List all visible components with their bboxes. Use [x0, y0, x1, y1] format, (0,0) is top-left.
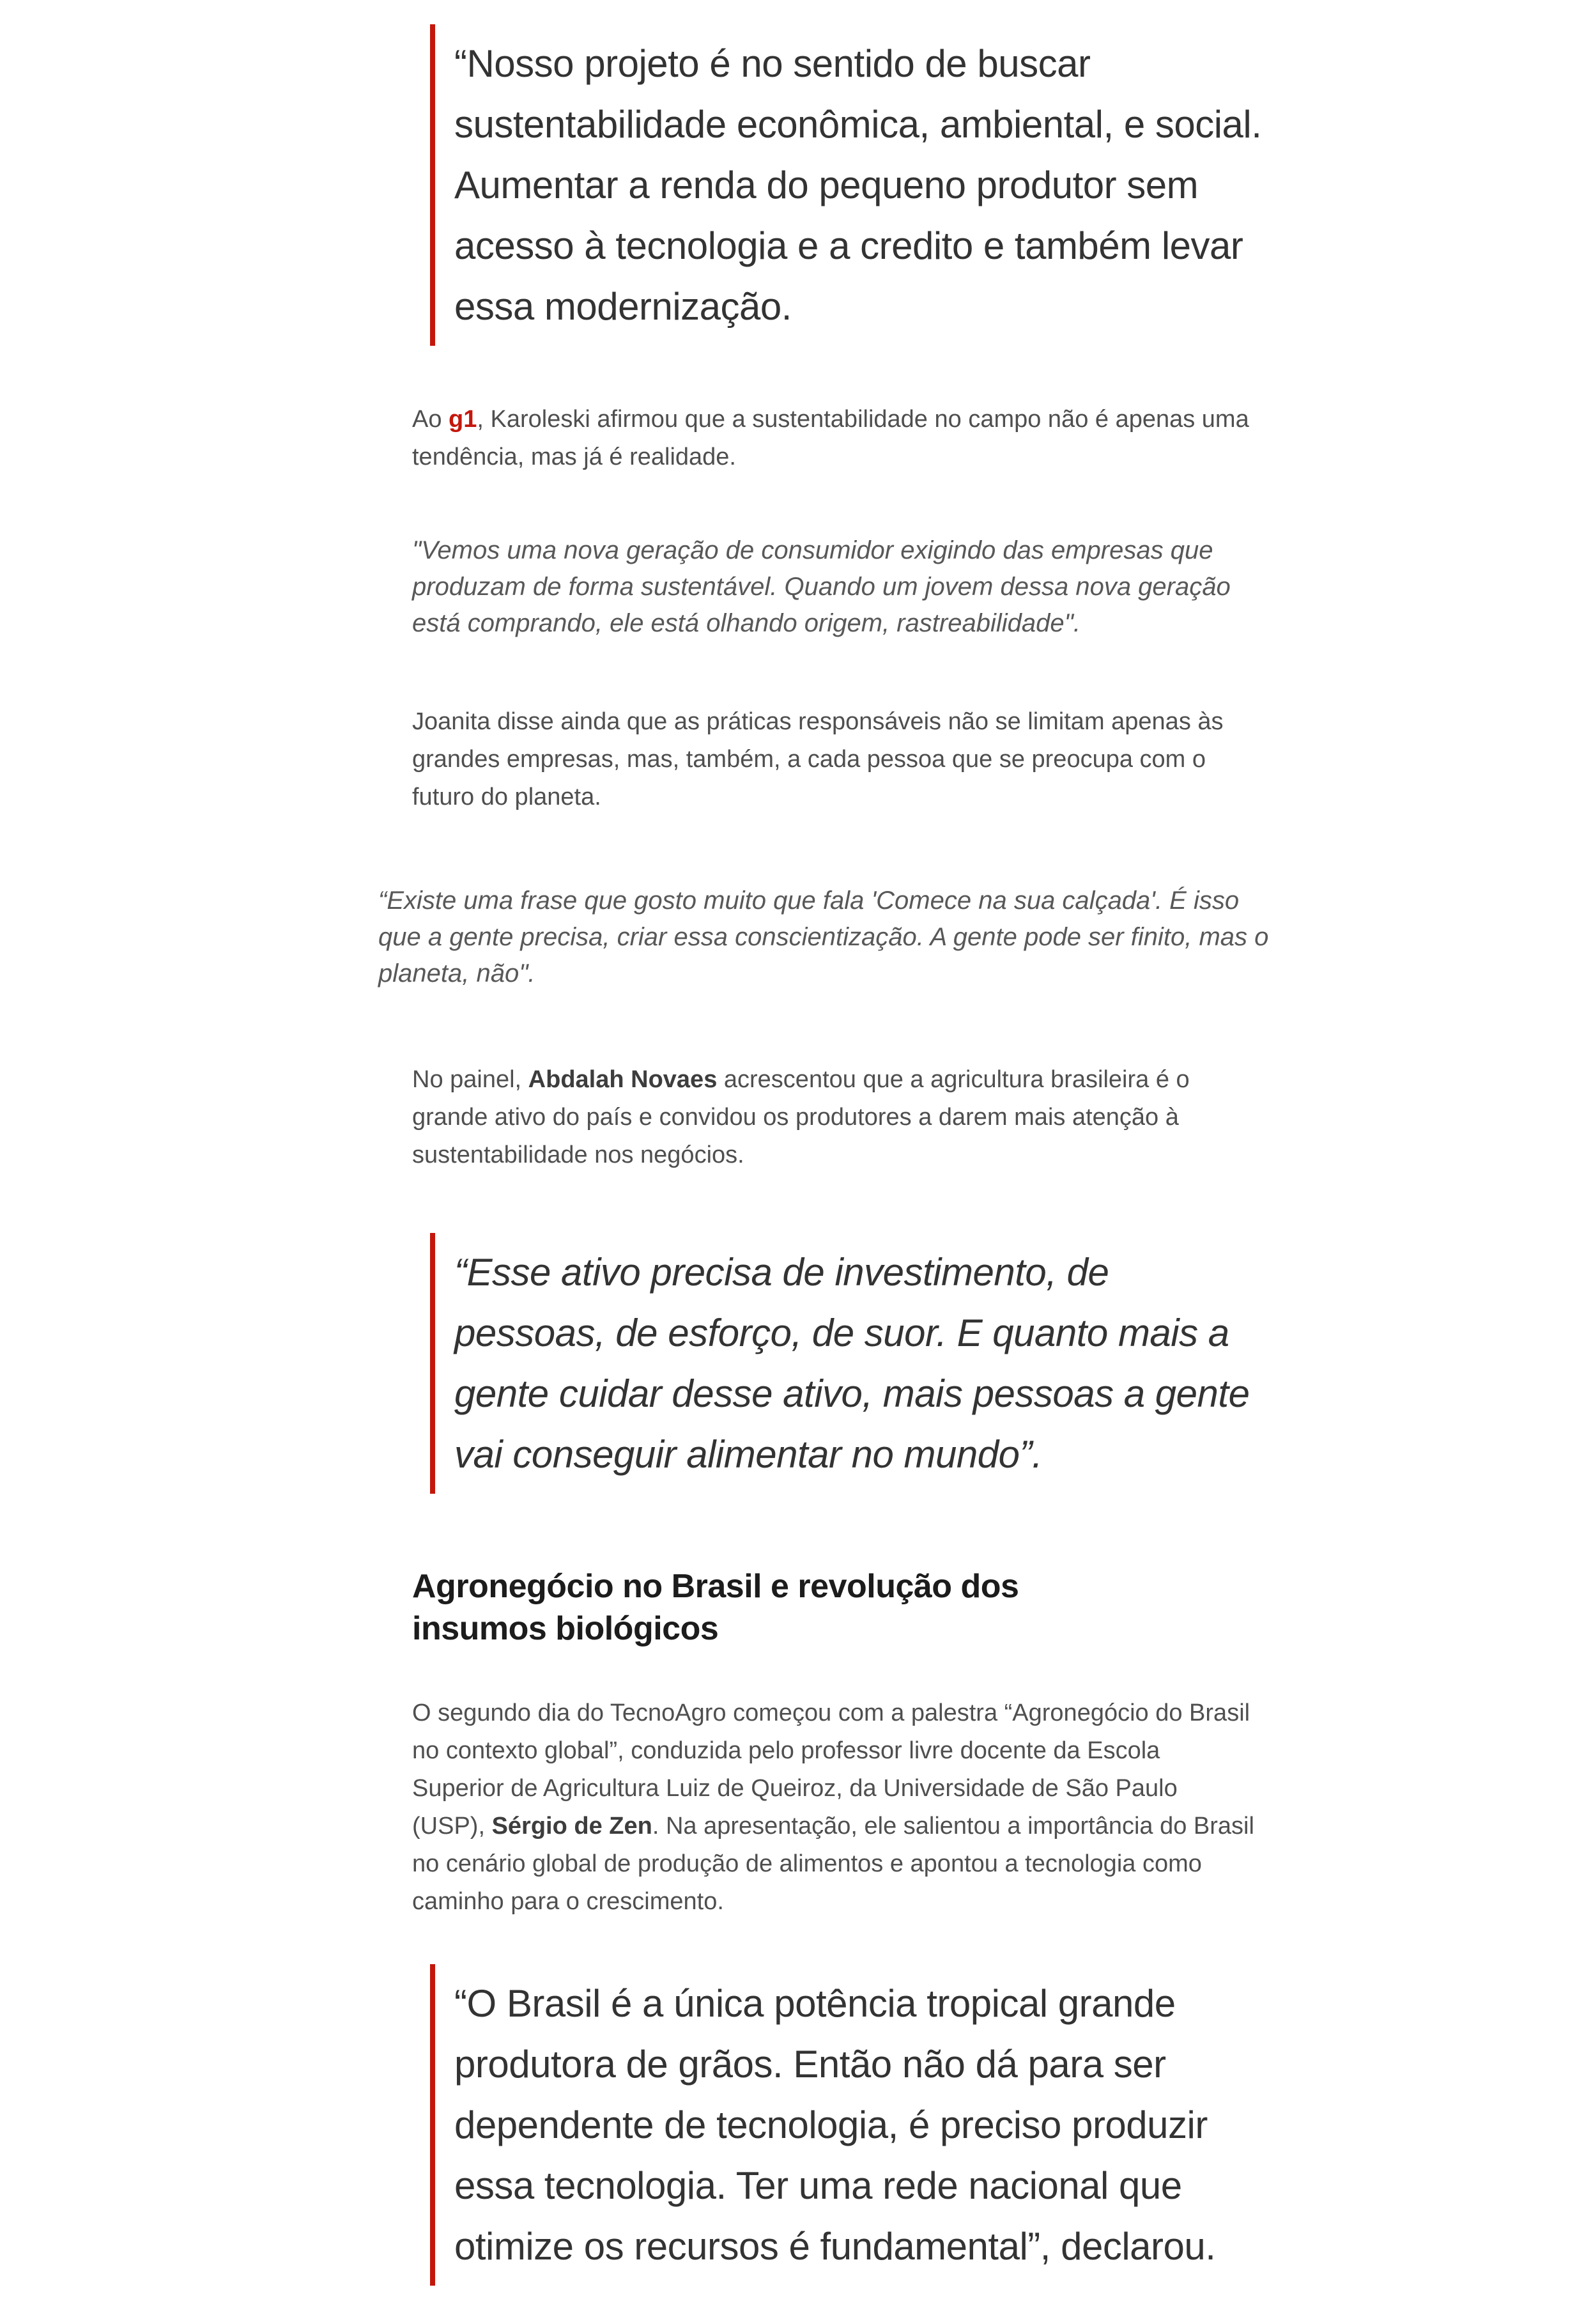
- inline-quote-vemos: "Vemos uma nova geração de consumidor exigindo das empresas que produzam de forma sustentável. Quando um jovem dessa nova geração está comprando, ele está olhando origem, rastreabilidade".: [412, 536, 1231, 637]
- paragraph-segundo-dia-prefix: O segundo dia do TecnoAgro começou com a palestra “Agronegócio do Brasil no contexto global”, conduzida pelo professor livre docente da Escola Superior de Agricultura Luiz de Queiroz, da Universidade de São Paulo (USP),: [412, 1700, 1250, 1840]
- inline-quote-existe: “Existe uma frase que gosto muito que fala 'Comece na sua calçada'. É isso que a gente precisa, criar essa conscientização. A gente pode ser finito, mas o planeta, não".: [378, 887, 1269, 988]
- section-heading-agronegocio: Agronegócio no Brasil e revolução dos insumos biológicos: [412, 1568, 1019, 1647]
- g1-link[interactable]: g1: [449, 406, 477, 433]
- pullquote-o-brasil: “O Brasil é a única potência tropical grande produtora de grãos. Então não dá para ser dependente de tecnologia, é preciso produzir essa tecnologia. Ter uma rede nacional que otimize os recursos é fundamental”, declarou.: [430, 1964, 1268, 2286]
- paragraph-ao-g1-prefix: Ao: [412, 406, 449, 433]
- paragraph-no-painel-suffix: acrescentou que a agricultura brasileira é o grande ativo do país e convidou os produtores a darem mais atenção à sustentabilidade nos negócios.: [412, 1066, 1190, 1168]
- paragraph-joanita: Joanita disse ainda que as práticas responsáveis não se limitam apenas às grandes empresas, mas, também, a cada pessoa que se preocupa com o futuro do planeta.: [412, 708, 1224, 810]
- paragraph-ao-g1-suffix: , Karoleski afirmou que a sustentabilidade no campo não é apenas uma tendência, mas já é realidade.: [412, 406, 1249, 470]
- pullquote-esse-ativo: “Esse ativo precisa de investimento, de pessoas, de esforço, de suor. E quanto mais a gente cuidar desse ativo, mais pessoas a gente vai conseguir alimentar no mundo”.: [430, 1233, 1268, 1494]
- paragraph-segundo-dia: [412, 1694, 1256, 1921]
- paragraph-no-painel-prefix: No painel,: [412, 1066, 528, 1093]
- abdalah-novaes-name: Abdalah Novaes: [528, 1066, 718, 1093]
- sergio-de-zen-name: Sérgio de Zen: [491, 1813, 652, 1840]
- article-body: [378, 0, 1584, 2324]
- paragraph-segundo-dia-suffix: . Na apresentação, ele salientou a importância do Brasil no cenário global de produção de alimentos e apontou a tecnologia como caminho para o crescimento.: [412, 1813, 1254, 1915]
- pullquote-nosso-projeto: “Nosso projeto é no sentido de buscar sustentabilidade econômica, ambiental, e social. Aumentar a renda do pequeno produtor sem acesso à tecnologia e a credito e também levar essa modernização.: [430, 24, 1268, 346]
- paragraph-no-painel: [412, 1061, 1256, 1174]
- paragraph-ao-g1: [412, 401, 1256, 476]
